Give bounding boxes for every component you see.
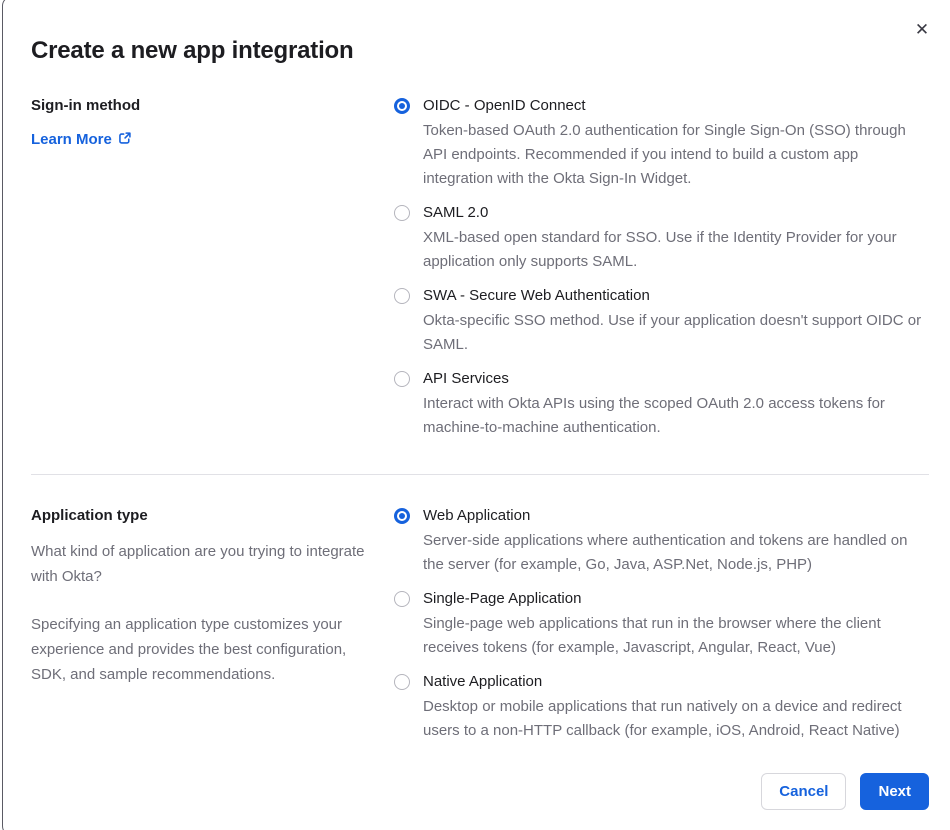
radio-web-application[interactable] — [394, 508, 410, 524]
signin-option-swa-label[interactable]: SWA - Secure Web Authentication — [423, 287, 650, 304]
application-type-note: Specifying an application type customizes your experience and provides the best configuration, SDK, and sample recommendations. — [31, 616, 347, 683]
signin-option-oidc[interactable] — [394, 95, 929, 191]
signin-method-options — [394, 95, 929, 440]
learn-more-link[interactable] — [31, 130, 132, 149]
apptype-option-spa[interactable] — [394, 588, 929, 660]
section-divider — [31, 474, 929, 475]
signin-option-api-services-description: Interact with Okta APIs using the scoped OAuth 2.0 access tokens for machine-to-machine authentication. — [423, 395, 885, 436]
signin-option-swa-description: Okta-specific SSO method. Use if your application doesn't support OIDC or SAML. — [423, 312, 922, 353]
close-icon[interactable]: ✕ — [911, 19, 933, 41]
apptype-option-web-description: Server-side applications where authentication and tokens are handled on the server (for example, Go, Java, ASP.Net, Node.js, PHP) — [423, 532, 908, 573]
signin-option-oidc-description: Token-based OAuth 2.0 authentication for Single Sign-On (SSO) through API endpoints. Recommended if you intend to build a custom app integration with the Okta Sign-In Widget. — [423, 122, 906, 187]
signin-option-api-services[interactable] — [394, 368, 929, 440]
apptype-option-spa-label[interactable]: Single-Page Application — [423, 590, 582, 607]
application-type-label: Application type — [31, 507, 148, 524]
radio-swa[interactable] — [394, 288, 410, 304]
external-link-icon — [118, 131, 132, 149]
radio-single-page-application[interactable] — [394, 591, 410, 607]
application-type-options — [394, 505, 929, 743]
signin-option-saml-description: XML-based open standard for SSO. Use if the Identity Provider for your application only supports SAML. — [423, 229, 897, 270]
next-button[interactable]: Next — [860, 773, 929, 810]
dialog-footer — [31, 773, 929, 810]
signin-option-swa[interactable] — [394, 285, 929, 357]
apptype-option-web-label[interactable]: Web Application — [423, 507, 531, 524]
radio-api-services[interactable] — [394, 371, 410, 387]
radio-saml[interactable] — [394, 205, 410, 221]
application-type-section — [31, 505, 929, 743]
application-type-left-column — [31, 505, 376, 687]
cancel-button[interactable]: Cancel — [761, 773, 846, 810]
signin-method-label: Sign-in method — [31, 97, 141, 114]
dialog-title: Create a new app integration — [31, 37, 354, 64]
signin-option-api-services-label[interactable]: API Services — [423, 370, 509, 387]
create-app-integration-dialog — [2, 0, 950, 830]
signin-method-section — [31, 95, 929, 440]
apptype-option-native-description: Desktop or mobile applications that run natively on a device and redirect users to a non-HTTP callback (for example, iOS, Android, React Native) — [423, 698, 902, 739]
radio-oidc[interactable] — [394, 98, 410, 114]
signin-option-saml[interactable] — [394, 202, 929, 274]
apptype-option-native-label[interactable]: Native Application — [423, 673, 543, 690]
learn-more-label: Learn More — [31, 131, 112, 148]
radio-native-application[interactable] — [394, 674, 410, 690]
signin-option-saml-label[interactable]: SAML 2.0 — [423, 204, 489, 221]
signin-method-left-column — [31, 95, 376, 149]
apptype-option-native[interactable] — [394, 671, 929, 743]
application-type-intro: What kind of application are you trying to integrate with Okta? — [31, 543, 365, 585]
apptype-option-spa-description: Single-page web applications that run in the browser where the client receives tokens (for example, Javascript, Angular, React, Vue) — [423, 615, 881, 656]
signin-option-oidc-label[interactable]: OIDC - OpenID Connect — [423, 97, 586, 114]
apptype-option-web[interactable] — [394, 505, 929, 577]
